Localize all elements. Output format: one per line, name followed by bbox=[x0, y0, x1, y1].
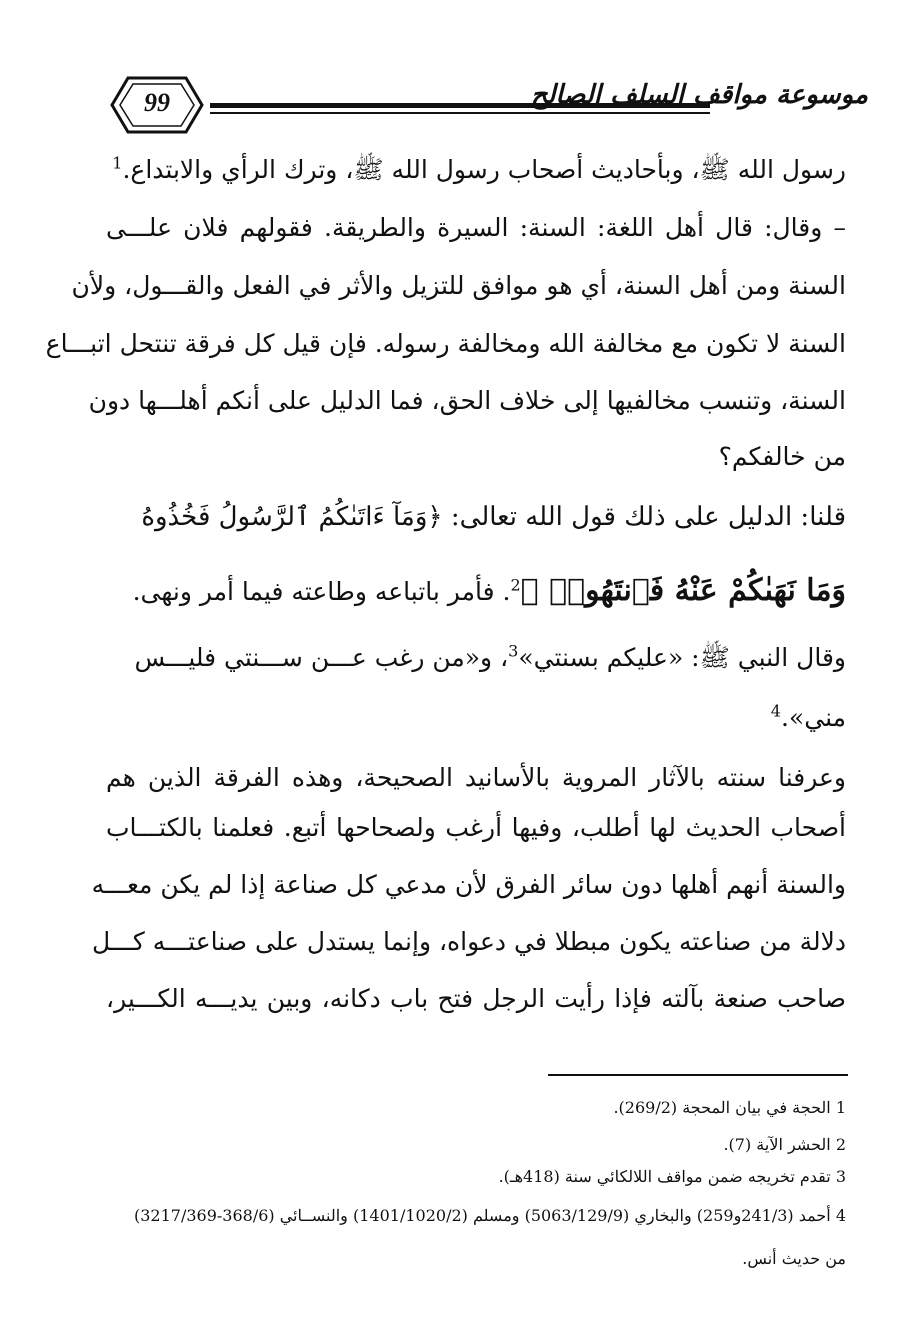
body-line-2: – وقال: قال أهل اللغة: السنة: السيرة والطريقة. فقولهم فلان علـــى bbox=[106, 213, 846, 242]
body-line-12: أصحاب الحديث لها أطلب، وفيها أرغب ولصحاحها أتبع. فعلمنا بالكتـــاب bbox=[106, 813, 846, 842]
series-title: موسوعة مواقف السلف الصالح bbox=[530, 80, 868, 110]
header-rule-thin bbox=[210, 112, 710, 114]
footnote-1: 1 الحجة في بيان المحجة (269/2). bbox=[613, 1098, 846, 1117]
footnote-3: 3 تقدم تخريجه ضمن مواقف اللالكائي سنة (418هـ). bbox=[498, 1167, 846, 1186]
page-number: 99 bbox=[144, 88, 170, 117]
body-text: ، و«من رغب عـــن ســـنتي فليـــس bbox=[134, 643, 509, 672]
footnote-ref: 3 bbox=[508, 641, 519, 661]
body-line-14: دلالة من صناعته يكون مبطلا في دعواه، وإنما يستدل على صناعتـــه كـــل bbox=[92, 927, 846, 956]
footnote-2: 2 الحشر الآية (7). bbox=[723, 1135, 846, 1154]
footnote-ref: 4 bbox=[770, 701, 781, 721]
body-line-9 bbox=[106, 638, 846, 678]
body-line-5: السنة، وتنسب مخالفيها إلى خلاف الحق، فما الدليل على أنكم أهلـــها دون bbox=[88, 386, 846, 415]
body-line-13: والسنة أنهم أهلها دون سائر الفرق لأن مدعي كل صناعة إذا لم يكن معـــه bbox=[91, 870, 846, 899]
footnote-ref: 2 bbox=[510, 575, 521, 595]
body-line-3: السنة ومن أهل السنة، أي هو موافق للتزيل والأثر في الفعل والقـــول، ولأن bbox=[71, 271, 846, 300]
body-line-4: السنة لا تكون مع مخالفة الله ومخالفة رسوله. فإن قيل كل فرقة تنتحل اتبـــاع bbox=[45, 329, 846, 358]
body-text: قلنا: الدليل على ذلك قول الله تعالى: ﴿وَمَآ ءَاتَىٰكُمُ ٱلرَّسُولُ فَخُذُوهُ bbox=[141, 502, 846, 532]
body-line-7 bbox=[106, 497, 846, 537]
body-line-6: من خالفكم؟ bbox=[718, 442, 846, 471]
body-text: وقال النبي ﷺ: «عليكم بسنتي» bbox=[518, 643, 846, 672]
quran-verse: وَمَا نَهَىٰكُمْ عَنْهُ فَٱنتَهُوا۟ ﴾ bbox=[520, 573, 846, 608]
body-text: رسول الله ﷺ، وبأحاديث أصحاب رسول الله ﷺ، وترك الرأي والابتداع. bbox=[122, 155, 846, 184]
page-number-badge bbox=[98, 72, 216, 138]
footnote-separator bbox=[548, 1074, 848, 1076]
footnote-4: 4 أحمد (241/3و259) والبخاري (5063/129/9) ومسلم (1401/1020/2) والنســائي (368/6-3217/369) bbox=[133, 1206, 846, 1225]
body-text: مني». bbox=[780, 703, 846, 732]
footnote-4-continuation: من حديث أنس. bbox=[742, 1249, 846, 1268]
body-line-15: صاحب صنعة بآلته فإذا رأيت الرجل فتح باب دكانه، وبين يديـــه الكـــير، bbox=[106, 984, 846, 1013]
body-line-1 bbox=[106, 150, 846, 190]
body-line-10 bbox=[106, 698, 846, 738]
page-header bbox=[98, 72, 868, 142]
body-text: . فأمر باتباعه وطاعته فيما أمر ونهى. bbox=[132, 577, 511, 606]
body-line-8 bbox=[106, 571, 846, 612]
body-line-11: وعرفنا سنته بالآثار المروية بالأسانيد الصحيحة، وهذه الفرقة الذين هم bbox=[106, 763, 846, 792]
footnote-ref: 1 bbox=[112, 153, 123, 173]
